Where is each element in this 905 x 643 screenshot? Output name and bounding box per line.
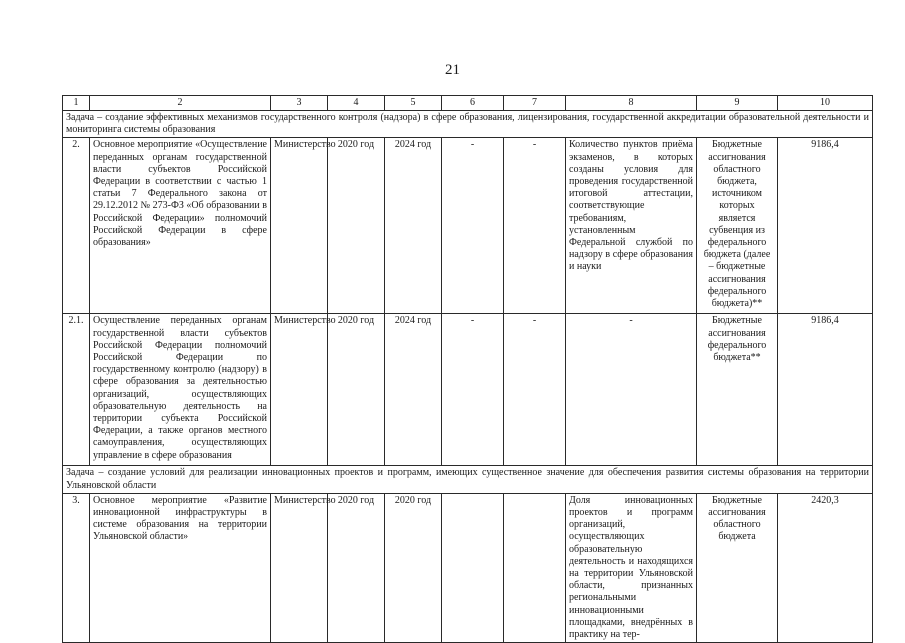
table-row (63, 493, 873, 642)
row-number: 2.1. (63, 314, 90, 466)
funding-amount: 2420,3 (778, 493, 873, 642)
row-number: 2. (63, 138, 90, 314)
header-cell: 8 (566, 96, 697, 111)
indicator: - (566, 314, 697, 466)
header-row (63, 96, 873, 111)
table-row (63, 314, 873, 466)
table-row (63, 138, 873, 314)
column-6 (442, 493, 504, 642)
executor: Министерство (271, 493, 328, 642)
task-row (63, 111, 873, 138)
header-cell: 10 (778, 96, 873, 111)
start-year: 2020 год (328, 493, 385, 642)
header-cell: 3 (271, 96, 328, 111)
program-table (62, 95, 873, 643)
header-cell: 9 (697, 96, 778, 111)
end-year: 2024 год (385, 138, 442, 314)
measure-name: Осуществление переданных органам государственной власти субъектов Российской Федерации полномочий Российской Федерации по государственному контролю (надзору) в сфере образования за деятельностью организаций, осуществляющих образовательную деятельность на территории субъекта Российской Федерации, а также органов местного самоуправления, осуществляющих управление в сфере образования (90, 314, 271, 466)
end-year: 2020 год (385, 493, 442, 642)
header-cell: 7 (504, 96, 566, 111)
column-7 (504, 493, 566, 642)
column-6: - (442, 138, 504, 314)
indicator: Количество пунктов приёма экзаменов, в которых созданы условия для проведения государственной итоговой аттестации, соответствующие требованиям, установленным Федеральной службой по надзору в сфере образования и науки (566, 138, 697, 314)
funding-amount: 9186,4 (778, 314, 873, 466)
start-year: 2020 год (328, 314, 385, 466)
header-cell: 2 (90, 96, 271, 111)
indicator: Доля инновационных проектов и программ организаций, осуществляющих образовательную деятельность и находящихся на территории Ульяновской области, признанных региональными инновационными площадками, внедрённых в практику на тер- (566, 493, 697, 642)
row-number: 3. (63, 493, 90, 642)
funding-amount: 9186,4 (778, 138, 873, 314)
header-cell: 1 (63, 96, 90, 111)
end-year: 2024 год (385, 314, 442, 466)
column-7: - (504, 138, 566, 314)
executor: Министерство (271, 314, 328, 466)
column-6: - (442, 314, 504, 466)
measure-name: Основное мероприятие «Осуществление переданных органам государственной власти субъектов Российской Федерации в соответствии с частью 1 статьи 7 Федерального закона от 29.12.2012 № 273-ФЗ «Об образовании в Российской Федерации» полномочий Российской Федерации в сфере образования» (90, 138, 271, 314)
task-text: Задача – создание условий для реализации инновационных проектов и программ, имеющих существенное значение для обеспечения развития системы образования на территории Ульяновской области (63, 466, 873, 493)
funding-source: Бюджетные ассигнования областного бюджета, источником которых является субвенция из федерального бюджета (далее – бюджетные ассигнования федерального бюджета)** (697, 138, 778, 314)
page-number: 21 (445, 62, 460, 78)
column-7: - (504, 314, 566, 466)
task-row (63, 466, 873, 493)
start-year: 2020 год (328, 138, 385, 314)
measure-name: Основное мероприятие «Развитие инновационной инфраструктуры в системе образования на территории Ульяновской области» (90, 493, 271, 642)
header-cell: 5 (385, 96, 442, 111)
header-cell: 4 (328, 96, 385, 111)
executor: Министерство (271, 138, 328, 314)
header-cell: 6 (442, 96, 504, 111)
funding-source: Бюджетные ассигнования областного бюджета (697, 493, 778, 642)
funding-source: Бюджетные ассигнования федерального бюджета** (697, 314, 778, 466)
task-text: Задача – создание эффективных механизмов государственного контроля (надзора) в сфере образования, лицензирования, государственной аккредитации образовательной деятельности и мониторинга системы образования (63, 111, 873, 138)
